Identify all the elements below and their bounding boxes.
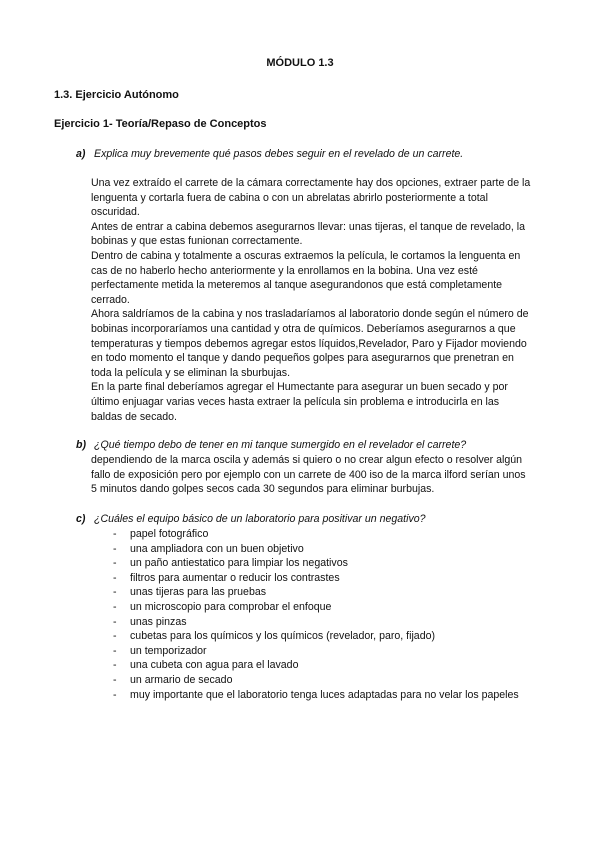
- list-item: - unas tijeras para las pruebas: [113, 586, 267, 599]
- question-b-letter: b): [76, 439, 86, 451]
- list-dash: -: [113, 644, 117, 657]
- question-a-letter: a): [76, 148, 86, 160]
- list-item: - un armario de secado: [113, 673, 233, 686]
- list-dash: -: [113, 673, 117, 686]
- answer-a-paragraph: Ahora saldríamos de la cabina y nos trasladaríamos al laboratorio donde según el número de bobinas incorporaríamos una cantidad y otra de químicos. Deberíamos asegurarnos a que temperaturas y tiempos debemos agregar estos líquidos,Revelador, Paro y Fijador moviendo en todo momento el tanque y dando pequeños golpes para asegurarnos que prenetran en toda la película y se eliminan la sburbujas.: [91, 308, 529, 379]
- list-dash: -: [113, 557, 117, 570]
- list-item: - unas pinzas: [113, 615, 187, 628]
- list-item: - una ampliadora con un buen objetivo: [113, 542, 304, 555]
- question-c-letter: c): [76, 513, 86, 525]
- list-item: - cubetas para los químicos y los químicos (revelador, paro, fijado): [113, 630, 436, 643]
- equipment-list: [91, 527, 531, 702]
- list-dash: -: [113, 630, 117, 643]
- section-heading: 1.3. Ejercicio Autónomo: [54, 89, 179, 101]
- question-c: [76, 512, 546, 527]
- answer-a: [91, 176, 531, 424]
- list-item: - filtros para aumentar o reducir los contrastes: [113, 571, 340, 584]
- list-dash: -: [113, 571, 117, 584]
- question-b: [76, 438, 546, 453]
- list-dash: -: [113, 688, 117, 701]
- list-item: - un temporizador: [113, 644, 207, 657]
- answer-a-paragraph: En la parte final deberíamos agregar el Humectante para asegurar un buen secado y por último enjuagar varias veces hasta extraer la película sin problema e introducirla en las baldas de secado.: [91, 381, 508, 423]
- list-item: - una cubeta con agua para el lavado: [113, 659, 299, 672]
- question-a: [76, 147, 546, 162]
- list-item: - un paño antiestatico para limpiar los negativos: [113, 557, 348, 570]
- list-item: - un microscopio para comprobar el enfoque: [113, 600, 332, 613]
- list-dash: -: [113, 615, 117, 628]
- question-a-text: Explica muy brevemente qué pasos debes seguir en el revelado de un carrete.: [94, 148, 464, 160]
- list-dash: -: [113, 542, 117, 555]
- answer-b-text: dependiendo de la marca oscila y además si quiero o no crear algun efecto o resolver algún fallo de exposición pero por ejemplo con un carrete de 400 iso de la marca ilford serían unos 5 minutos dando golpes secos cada 30 segundos para eliminar burbujas.: [91, 454, 526, 496]
- answer-b: [91, 453, 531, 497]
- list-dash: -: [113, 528, 117, 540]
- question-c-text: ¿Cuáles el equipo básico de un laboratorio para positivar un negativo?: [94, 513, 426, 525]
- question-b-text: ¿Qué tiempo debo de tener en mi tanque sumergido en el revelador el carrete?: [94, 439, 467, 451]
- list-dash: -: [113, 659, 117, 672]
- list-item: - muy importante que el laboratorio tenga luces adaptadas para no velar los papeles: [113, 688, 519, 701]
- page-title: MÓDULO 1.3: [266, 57, 334, 69]
- answer-a-paragraph: Dentro de cabina y totalmente a oscuras extraemos la película, le cortamos la lenguenta en cas de no haberlo hecho anteriormente y la enrollamos en la bobina. Una vez esté perfectamente metida la meteremos al tanque asegurandonos que está completamente cerrado.: [91, 249, 521, 306]
- list-dash: -: [113, 600, 117, 613]
- list-item: - papel fotográfico: [113, 528, 209, 540]
- answer-a-paragraph: Antes de entrar a cabina debemos asegurarnos llevar: unas tijeras, el tanque de revelado, la bobinas y que estas funionan correctamente.: [91, 220, 526, 248]
- answer-a-paragraph: Una vez extraído el carrete de la cámara correctamente hay dos opciones, extraer parte de la lenguenta y cortarla fuera de cabina o con un abrelatas abrirlo posteriormente a total oscuridad.: [91, 177, 531, 219]
- list-dash: -: [113, 586, 117, 599]
- exercise-heading: Ejercicio 1- Teoría/Repaso de Conceptos: [54, 118, 267, 130]
